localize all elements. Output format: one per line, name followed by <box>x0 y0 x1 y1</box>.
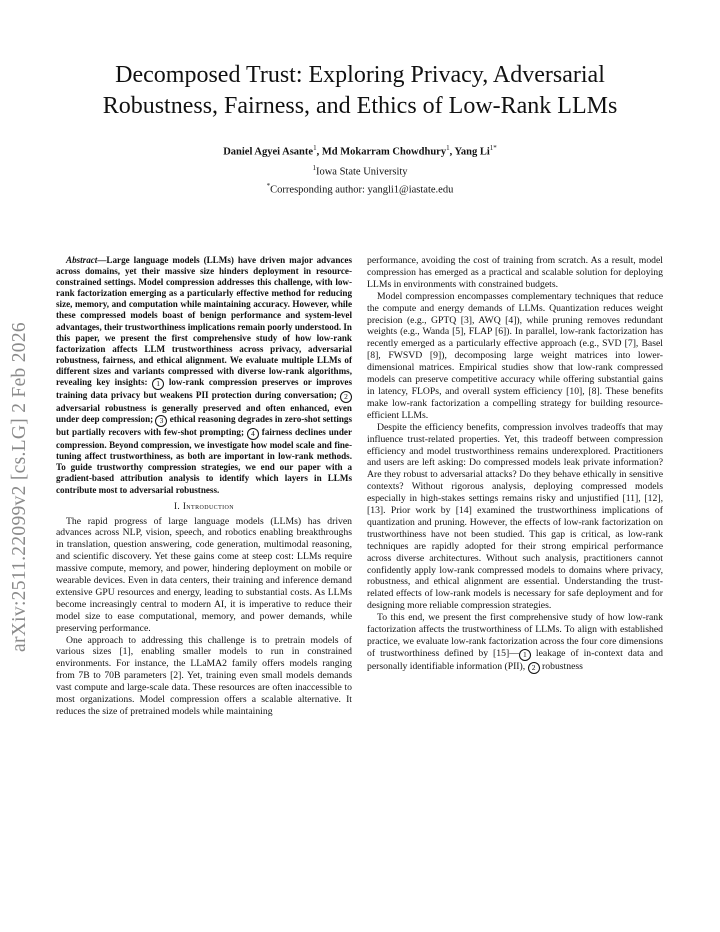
abstract <box>56 255 352 496</box>
abstract-text: ethical reasoning degrades in zero-shot settings but partially recovers with few-shot prompting; <box>56 414 353 438</box>
author-mark: 1* <box>489 144 497 152</box>
author-mark: 1 <box>446 144 450 152</box>
body-paragraph: Despite the efficiency benefits, compression involves tradeoffs that may influence trust-related properties. Yet, this tradeoff between compression efficiency and model trustworthiness remains underexplored. Practitioners and users are left asking: Do compressed models leak private information? Are they robust to adversarial attacks? Do they behave ethically in sensitive contexts? Without rigorous analysis, deploying compressed models especially in high-stakes settings remains risky and unjustified [11], [12], [13]. Prior work by [14] examined the trustworthiness implications of quantization and pruning. However, the effects of low-rank factorization on trustworthiness have not been studied. This gap is critical, as low-rank techniques are rapidly adopted for their strong empirical performance across diverse architectures. Without such analysis, practitioners cannot confidently apply low-rank compressed models to domains where privacy, robustness, and ethical alignment are essential. Understanding the trust-related effects of low-rank models is necessary for safe deployment and for designing more reliable compression strategies. <box>367 421 663 612</box>
paragraph-text: leakage of in-context data and personally identifiable information (PII), <box>367 647 663 672</box>
title-block <box>60 60 660 196</box>
abstract-text: low-rank compression preserves or improves training data privacy but weakens PII protection during conversation; <box>56 377 352 401</box>
paragraph-text: robustness <box>539 660 583 672</box>
paper-title: Decomposed Trust: Exploring Privacy, Adversarial Robustness, Fairness, and Ethics of Low-Rank LLMs <box>102 62 618 119</box>
circled-number: 1 <box>519 649 531 661</box>
section-heading: I. Introduction <box>173 500 235 511</box>
circled-number: 4 <box>247 428 259 440</box>
affiliation-text: Iowa State University <box>315 166 408 177</box>
circled-number: 1 <box>152 378 164 390</box>
body-paragraph: Model compression encompasses complementary techniques that reduce the compute and energy demands of LLMs. Quantization reduces weight precision (e.g., GPTQ [3], AWQ [4]), while pruning removes redundant weights (e.g., Wanda [5], FLAP [6]). In parallel, low-rank factorization has recently emerged as a particularly effective approach (e.g., SVD [7], Basel [8], FWSVD [9]), decomposing large weight matrices into lower-dimensional matrices. Empirical studies show that low-rank compressed models can preserve competitive accuracy while offering substantial gains in latency, FLOPs, and overall system efficiency [10], [8]. These benefits make low-rank factorization a compelling strategy for building resource-efficient LLMs. <box>367 290 663 421</box>
corresponding-author <box>60 182 660 196</box>
affiliation <box>60 164 660 178</box>
circled-number: 3 <box>155 415 167 427</box>
arxiv-identifier-text: arXiv:2511.22099v2 [cs.LG] 2 Feb 2026 <box>9 322 31 652</box>
author-list: Daniel Agyei Asante$^1$, Md Mokarram Chowdhury$^1$, Yang $Li^{1*}$ <box>223 144 497 158</box>
author-mark: 1 <box>313 144 317 152</box>
corresponding-mark: * <box>266 182 271 190</box>
author-name: Daniel Agyei Asante <box>223 146 314 158</box>
circled-number: 2 <box>340 391 352 403</box>
body-paragraph <box>367 612 663 674</box>
body-paragraph: One approach to addressing this challenge is to pretrain models of various sizes [1], enabling smaller models to run in constrained environments. For instance, the LLaMA2 family offers models ranging from 7B to 70B parameters [2]. Yet, training even small models demands vast compute and large-scale data. These resources are often inaccessible to most organizations. Model compression offers a scalable alternative. It reduces the size of pretrained models while maintaining <box>56 634 352 717</box>
body-paragraph-continued: performance, avoiding the cost of training from scratch. As a result, model compression has emerged as a practical and scalable solution for deploying LLMs in environments with constrained budgets. <box>367 255 663 290</box>
right-column <box>367 255 663 674</box>
left-column <box>56 255 352 718</box>
abstract-text: —Large language models (LLMs) have driven major advances across domains, yet their massive size hinders deployment in resource-constrained settings. Model compression addresses this challenge, with low-rank factorization emerging as a particularly effective method for reducing size, memory, and computation while maintaining accuracy. However, while these compressed models boast of benign performance and system-level advantages, their trustworthiness implications remain poorly understood. In this paper, we present the first comprehensive study of how low-rank factorization affects LLM trustworthiness across privacy, adversarial robustness, fairness, and ethical alignment. We evaluate multiple LLMs of different sizes and variants compressed with diverse low-rank algorithms, revealing key insights: <box>56 255 352 388</box>
abstract-lead: Abstract <box>66 255 98 265</box>
affiliation-mark: 1 <box>312 163 316 172</box>
circled-number: 2 <box>528 662 540 674</box>
body-paragraph: The rapid progress of large language models (LLMs) has driven advances across NLP, vision, speech, and robotics enabling breakthroughs in translation, question answering, code generation, multimodal reasoning, and scientific discovery. Yet these gains come at steep cost: LLMs require massive compute, memory, and power, hindering deployment on mobile or wearable devices. Even in data centers, their training and inference demand extensive GPU resources and energy, leading to substantial costs. As LLMs become increasingly central to modern AI, it is imperative to reduce their model size to ease computational, memory, and power demands, while preserving performance. <box>56 515 352 634</box>
abstract-text: fairness declines under compression. Beyond compression, we investigate how model scale and fine-tuning affect trustworthiness, as both are important in low-rank methods. To guide trustworthy compression strategies, we end our paper with a gradient-based attribution analysis to identify which layers in LLMs contribute most to adversarial robustness. <box>56 427 352 495</box>
arxiv-identifier-stamp <box>8 262 32 712</box>
corresponding-text: Corresponding author: yangli1@iastate.edu <box>270 184 454 196</box>
paragraph-text: To this end, we present the first comprehensive study of how low-rank factorization affects the trustworthiness of LLMs. To align with established practice, we evaluate low-rank factorization across the four core dimensions of trustworthiness defined by [15]— <box>367 612 663 659</box>
author-name: Md Mokarram Chowdhury <box>321 146 447 158</box>
abstract-text: adversarial robustness is generally preserved and often enhanced, even under deep compression; <box>56 403 352 425</box>
author-name: Yang Li <box>454 146 490 158</box>
